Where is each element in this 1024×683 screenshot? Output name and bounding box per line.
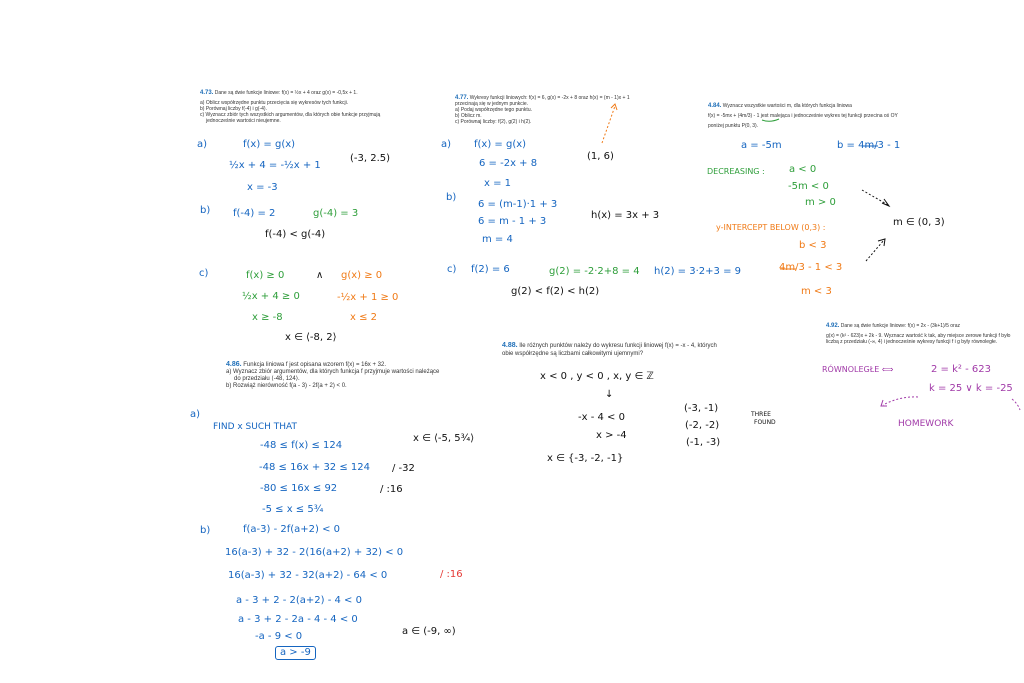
problem-text: liczbą z przedziału (-∞, 4) i jednocześnie wykresy funkcji f i g były równoległe. bbox=[826, 339, 998, 345]
handwritten-answer: m ∈ (0, 3) bbox=[893, 217, 945, 228]
handwritten-answer: (-3, 2.5) bbox=[350, 153, 391, 164]
arrowhead bbox=[611, 104, 617, 110]
handwritten-line: g(x) ≥ 0 bbox=[341, 270, 383, 281]
problem-text: Ile różnych punktów należy do wykresu funkcji liniowej f(x) = -x - 4, których bbox=[519, 343, 717, 349]
handwritten-line: a = -5m bbox=[741, 140, 782, 151]
handwritten-answer: a ∈ (-9, ∞) bbox=[402, 626, 456, 637]
handwritten-line: x > -4 bbox=[596, 430, 627, 441]
handwritten-line: a - 3 + 2 - 2(a+2) - 4 < 0 bbox=[236, 595, 362, 606]
handwritten-line: x ≥ -8 bbox=[252, 312, 283, 323]
handwritten-line: 16(a-3) + 32 - 32(a+2) - 64 < 0 bbox=[228, 570, 388, 581]
part-label-b: b) bbox=[446, 192, 457, 203]
problem-text: Dane są dwie funkcje liniowe: f(x) = 2x - (3k+1)/5 oraz bbox=[840, 323, 960, 329]
handwritten-line: f(x) = g(x) bbox=[474, 139, 527, 150]
problem-text: Funkcja liniowa f jest opisana wzorem f(x) = 16x + 32. bbox=[243, 362, 386, 368]
handwritten-line: x = 1 bbox=[484, 178, 512, 189]
handwritten-line: -5 ≤ x ≤ 5¾ bbox=[262, 504, 324, 515]
handwritten-heading: DECREASING : bbox=[707, 167, 765, 176]
problem-number: 4.92. bbox=[826, 323, 840, 329]
handwritten-line: f(-4) = 2 bbox=[233, 208, 276, 219]
handwritten-answer: x ∈ ⟨-5, 5¾⟩ bbox=[413, 433, 475, 444]
handwritten-line: 6 = -2x + 8 bbox=[479, 158, 538, 169]
arrow-dashed bbox=[866, 240, 884, 261]
problem-item: b) Porównaj liczby f(-4) i g(-4). bbox=[200, 106, 267, 112]
problem-text: g(x) = (k² - 623)x + 2k - 9. Wyznacz wartość k tak, aby miejsce zerowe funkcji f było bbox=[826, 333, 1011, 339]
handwritten-heading: HOMEWORK bbox=[898, 419, 954, 429]
handwritten-point: (-2, -2) bbox=[685, 420, 720, 431]
handwritten-line: h(x) = 3x + 3 bbox=[591, 210, 660, 221]
handwritten-line: ½x + 4 ≥ 0 bbox=[242, 291, 300, 302]
note-line: FOUND bbox=[754, 419, 776, 426]
part-label-a: a) bbox=[197, 139, 208, 150]
arrow-dashed-purple bbox=[883, 397, 918, 405]
part-label-c: c) bbox=[447, 264, 457, 275]
problem-item: a) Oblicz współrzędne punktu przecięcia się wykresów tych funkcji. bbox=[200, 100, 349, 106]
handwritten-answer: x ∈ ⟨-8, 2⟩ bbox=[285, 332, 337, 343]
handwritten-line: b = 4m/3 - 1 bbox=[837, 140, 901, 151]
part-label-b: b) bbox=[200, 525, 211, 536]
problem-number: 4.86. bbox=[226, 361, 242, 368]
handwritten-point: (-3, -1) bbox=[684, 403, 719, 414]
arrow-dashed-orange bbox=[602, 106, 615, 143]
handwritten-heading: y-INTERCEPT BELOW (0,3) : bbox=[716, 223, 826, 232]
problem-item: b) Rozwiąż nierówność f(a - 3) - 2f(a + 2) < 0. bbox=[226, 383, 347, 389]
problem-number: 4.73. bbox=[200, 90, 214, 96]
note-line: THREE bbox=[751, 411, 771, 418]
handwritten-answer: x ∈ {-3, -2, -1} bbox=[547, 453, 624, 464]
handwritten-line: x = -3 bbox=[247, 182, 278, 193]
problem-item: jednocześnie wartości nieujemne. bbox=[206, 118, 281, 124]
problem-text: przecinają się w jednym punkcie. bbox=[455, 101, 529, 107]
handwritten-operation: / :16 bbox=[440, 569, 463, 580]
handwritten-line: 6 = (m-1)·1 + 3 bbox=[478, 199, 558, 210]
problem-item: c) Porównaj liczby: f(2), g(2) i h(2). bbox=[455, 119, 532, 125]
problem-item: b) Oblicz m. bbox=[455, 113, 482, 119]
handwritten-heading: FIND x SUCH THAT bbox=[213, 422, 297, 432]
handwritten-line: m = 4 bbox=[482, 234, 513, 245]
handwritten-line: 2 = k² - 623 bbox=[931, 364, 991, 375]
handwritten-symbol: ∧ bbox=[316, 270, 324, 281]
handwritten-operation: / -32 bbox=[392, 463, 415, 474]
problem-item: c) Wyznacz zbiór tych wszystkich argumentów, dla których obie funkcje przyjmują bbox=[200, 112, 381, 118]
handwritten-line: -x - 4 < 0 bbox=[578, 412, 625, 423]
handwritten-line: f(x) = g(x) bbox=[243, 139, 296, 150]
handwritten-line: x < 0 , y < 0 , x, y ∈ ℤ bbox=[540, 371, 654, 382]
handwritten-line: -80 ≤ 16x ≤ 92 bbox=[260, 483, 338, 494]
handwritten-line: g(-4) = 3 bbox=[313, 208, 359, 219]
arrow-dashed bbox=[862, 190, 888, 205]
problem-item: a) Wyznacz zbiór argumentów, dla których funkcja f przyjmuje wartości należące bbox=[226, 369, 440, 375]
part-label-a: a) bbox=[190, 409, 201, 420]
problem-text: f(x) = -5mx + (4m/3) - 1 jest malejąca i jednocześnie wykres tej funkcji przecina oś OY bbox=[708, 113, 898, 119]
handwritten-line: f(2) = 6 bbox=[471, 264, 510, 275]
handwritten-line: f(a-3) - 2f(a+2) < 0 bbox=[243, 524, 341, 535]
handwritten-line: f(x) ≥ 0 bbox=[246, 270, 285, 281]
handwritten-line: g(2) = -2·2+8 = 4 bbox=[549, 266, 640, 277]
handwritten-line: h(2) = 3·2+3 = 9 bbox=[654, 266, 741, 277]
part-label-c: c) bbox=[199, 268, 209, 279]
part-label-a: a) bbox=[441, 139, 452, 150]
handwritten-line: -5m < 0 bbox=[788, 181, 829, 192]
problem-text: Wykresy funkcji liniowych: f(x) = 6, g(x) = -2x + 8 oraz h(x) = (m - 1)x + 1 bbox=[469, 95, 630, 101]
underline-green bbox=[762, 119, 779, 121]
problem-number: 4.84. bbox=[708, 103, 722, 109]
handwritten-line: m < 3 bbox=[801, 286, 832, 297]
handwritten-line: -a - 9 < 0 bbox=[255, 631, 303, 642]
handwritten-line: x ≤ 2 bbox=[350, 312, 378, 323]
handwritten-line: b < 3 bbox=[799, 240, 827, 251]
handwritten-answer: f(-4) < g(-4) bbox=[265, 229, 326, 240]
boxed-answer: a > -9 bbox=[275, 646, 316, 660]
problem-text: obie współrzędne są liczbami całkowitymi ujemnymi? bbox=[502, 351, 644, 357]
problem-text: poniżej punktu P(0, 3). bbox=[708, 123, 759, 129]
handwritten-answer: (1, 6) bbox=[587, 151, 614, 162]
handwritten-line: -48 ≤ f(x) ≤ 124 bbox=[260, 440, 343, 451]
handwritten-point: (-1, -3) bbox=[686, 437, 721, 448]
handwritten-line: m > 0 bbox=[805, 197, 836, 208]
problem-item: a) Podaj współrzędne tego punktu. bbox=[455, 107, 532, 113]
problem-text: Dane są dwie funkcje liniowe: f(x) = ½x + 4 oraz g(x) = -0,5x + 1. bbox=[214, 90, 358, 96]
handwritten-line: -48 ≤ 16x + 32 ≤ 124 bbox=[259, 462, 370, 473]
handwritten-line: 6 = m - 1 + 3 bbox=[478, 216, 547, 227]
problem-text: Wyznacz wszystkie wartości m, dla których funkcja liniowa bbox=[722, 103, 852, 109]
arrow-dashed-purple bbox=[1012, 399, 1020, 410]
problem-number: 4.88. bbox=[502, 342, 518, 349]
handwritten-line: 4m/3 - 1 < 3 bbox=[779, 262, 843, 273]
arrow-down-icon: ↓ bbox=[605, 389, 614, 400]
problem-number: 4.77. bbox=[455, 95, 469, 101]
handwritten-line: -½x + 1 ≥ 0 bbox=[337, 292, 399, 303]
handwritten-answer: g(2) < f(2) < h(2) bbox=[511, 286, 600, 297]
problem-item: do przedziału ⟨-48, 124⟩. bbox=[234, 376, 300, 382]
handwritten-line: a < 0 bbox=[789, 164, 817, 175]
handwritten-operation: / :16 bbox=[380, 484, 403, 495]
part-label-b: b) bbox=[200, 205, 211, 216]
handwritten-line: ½x + 4 = -½x + 1 bbox=[229, 160, 321, 171]
handwritten-line: 16(a-3) + 32 - 2(16(a+2) + 32) < 0 bbox=[225, 547, 404, 558]
handwritten-line: k = 25 ∨ k = -25 bbox=[929, 383, 1013, 394]
handwritten-line: a - 3 + 2 - 2a - 4 - 4 < 0 bbox=[238, 614, 358, 625]
handwritten-heading: RÓWNOLEGŁE ⟺ bbox=[822, 365, 894, 374]
